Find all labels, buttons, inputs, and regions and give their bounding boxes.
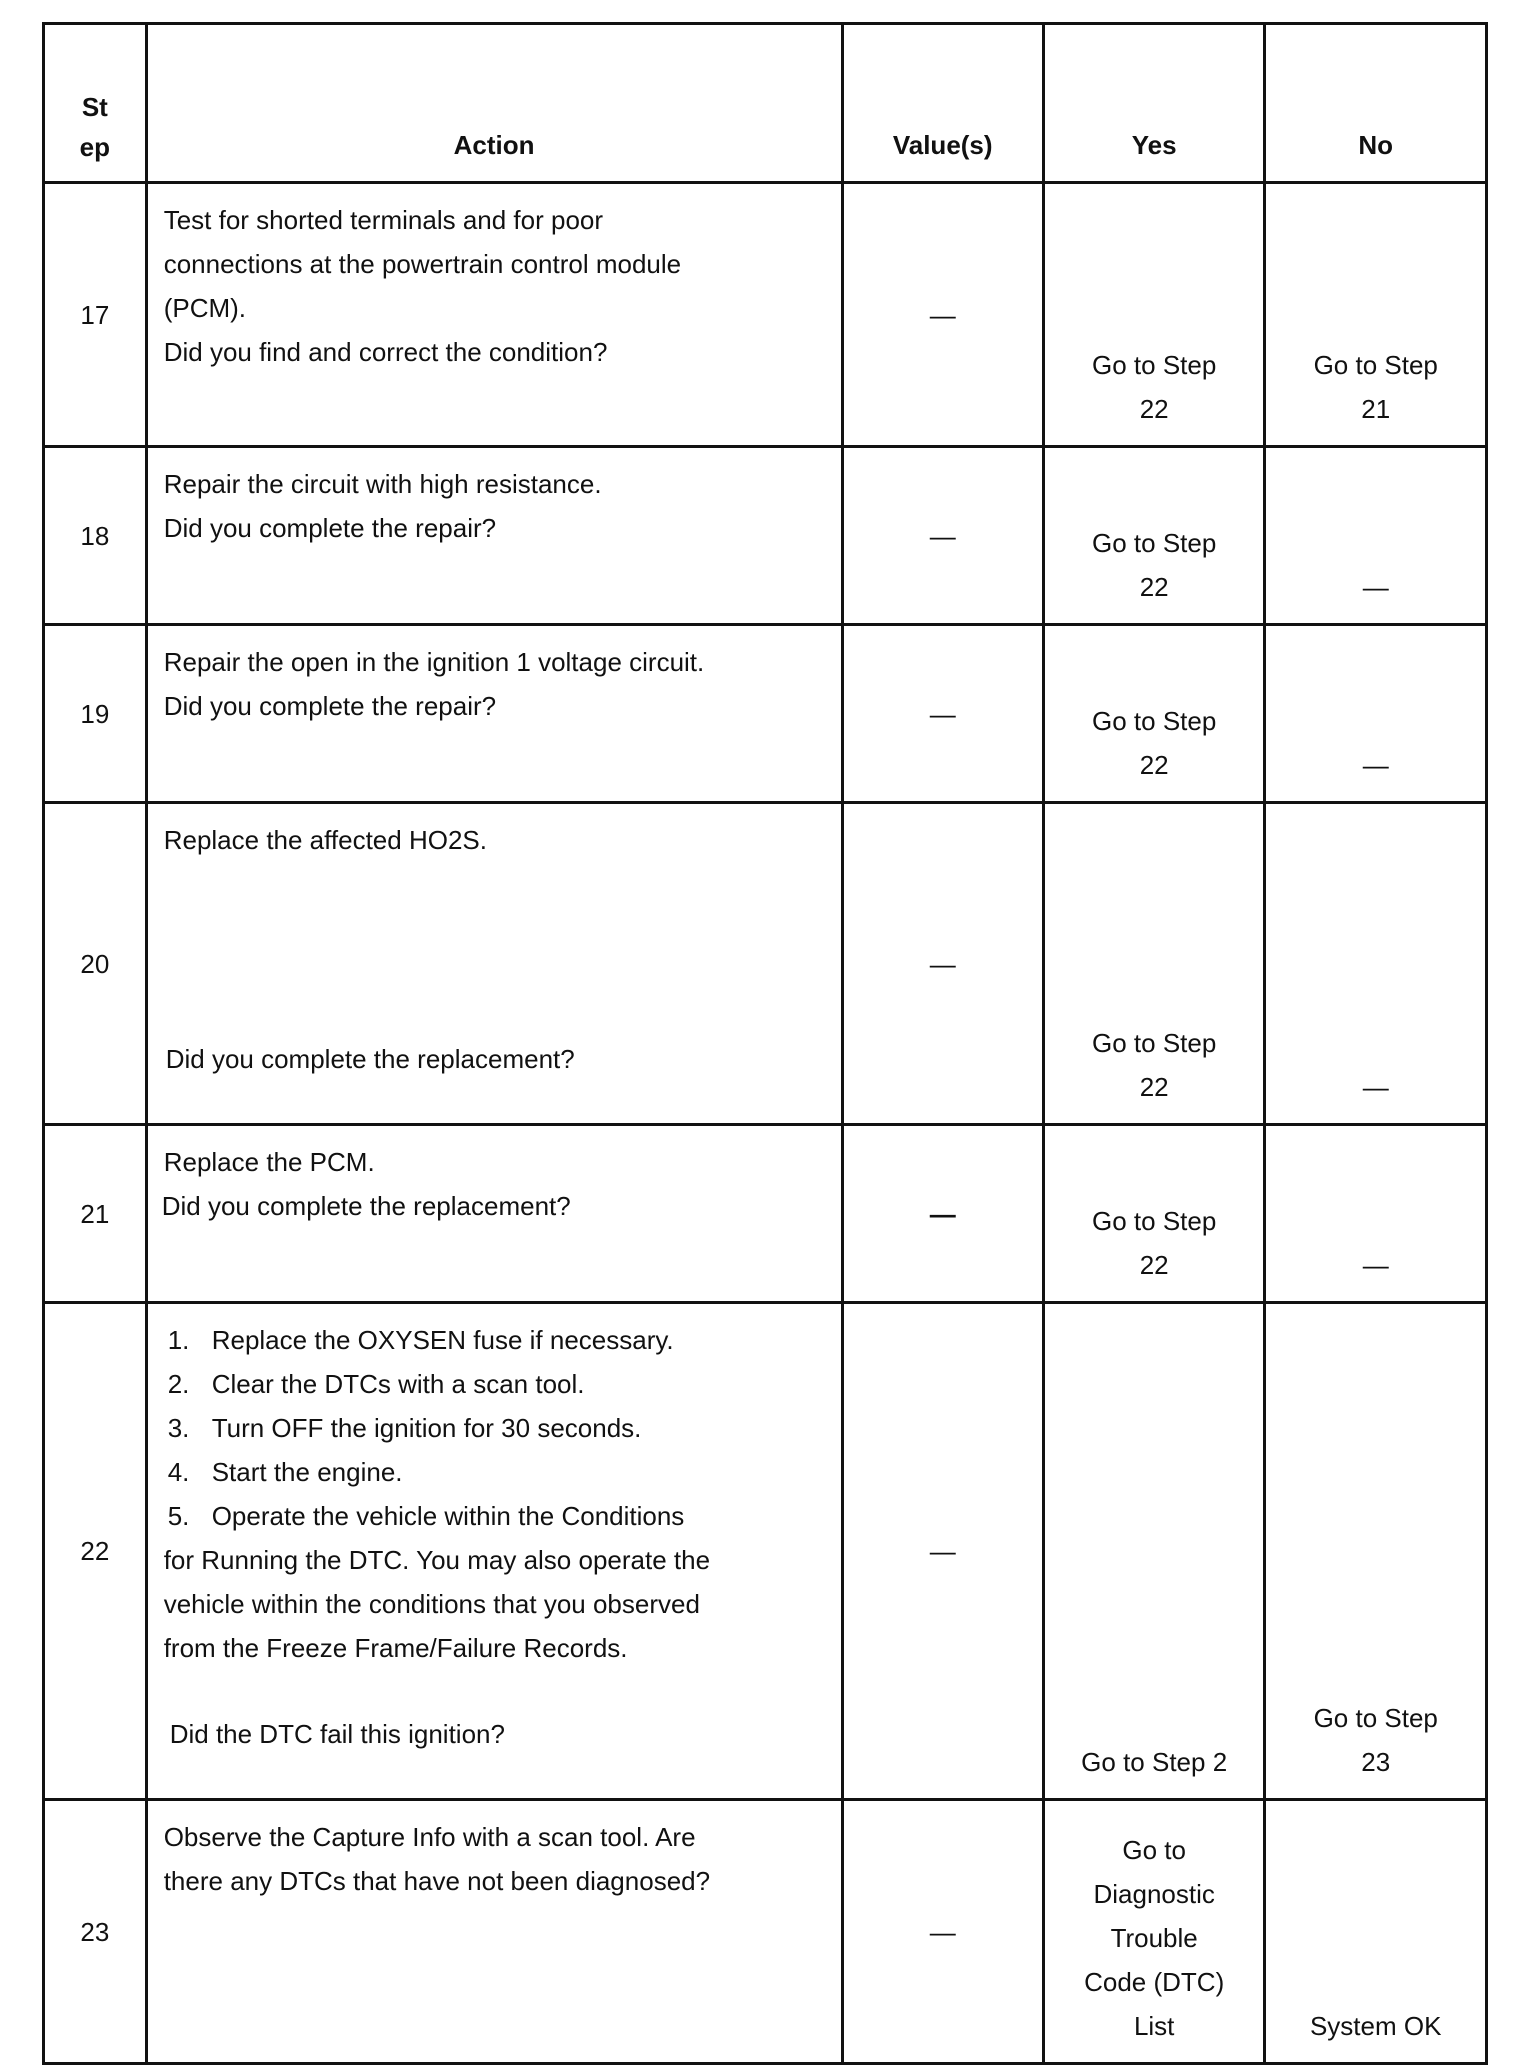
yes-line: Diagnostic: [1093, 1879, 1215, 1909]
yes-line: Go to Step: [1092, 350, 1217, 380]
yes-cell: [1043, 1800, 1265, 2064]
action-line: (PCM).: [163, 293, 247, 323]
no-cell: [1265, 1125, 1487, 1303]
yes-line: 22: [1139, 394, 1169, 424]
action-line: Replace the PCM.: [163, 1147, 375, 1177]
value-cell: —: [842, 447, 1043, 625]
yes-cell: [1043, 183, 1265, 447]
procedure-list: [164, 1318, 825, 1538]
no-cell: [1265, 625, 1487, 803]
action-cell: [146, 1125, 842, 1303]
action-line: connections at the powertrain control module: [163, 249, 682, 279]
yes-cell: [1043, 447, 1265, 625]
value-cell: —: [842, 1125, 1043, 1303]
no-cell: [1265, 447, 1487, 625]
action-cell: [146, 625, 842, 803]
action-cell: [146, 447, 842, 625]
value-cell: —: [842, 803, 1043, 1125]
yes-cell: [1043, 1125, 1265, 1303]
action-line: Did you complete the repair?: [163, 513, 497, 543]
action-line: Repair the circuit with high resistance.: [163, 469, 602, 499]
header-step-line1: St: [81, 92, 108, 122]
table-row: [44, 1800, 1487, 2064]
no-line: —: [1362, 572, 1389, 602]
table-row: [44, 1125, 1487, 1303]
action-question: Did you complete the replacement?: [165, 1044, 575, 1074]
step-number: 19: [44, 625, 147, 803]
value-cell: —: [842, 1800, 1043, 2064]
step-number: 17: [44, 183, 147, 447]
table-row: [44, 803, 1487, 1125]
list-item: 3. Turn OFF the ignition for 30 seconds.: [167, 1413, 642, 1443]
no-line: —: [1362, 750, 1389, 780]
action-line: Observe the Capture Info with a scan tool. Are: [163, 1822, 696, 1852]
yes-line: 22: [1139, 1072, 1169, 1102]
no-cell: [1265, 803, 1487, 1125]
yes-line: Go to: [1122, 1835, 1186, 1865]
list-item: 4. Start the engine.: [167, 1457, 403, 1487]
no-cell: [1265, 1800, 1487, 2064]
action-line: from the Freeze Frame/Failure Records.: [163, 1633, 628, 1663]
header-yes: Yes: [1043, 24, 1265, 183]
step-number: 23: [44, 1800, 147, 2064]
no-cell: [1265, 1303, 1487, 1800]
action-question: Did the DTC fail this ignition?: [169, 1719, 505, 1749]
no-cell: [1265, 183, 1487, 447]
step-number: 20: [44, 803, 147, 1125]
value-cell: —: [842, 183, 1043, 447]
value-cell: —: [842, 625, 1043, 803]
value-cell: —: [842, 1303, 1043, 1800]
yes-line: Go to Step: [1092, 528, 1217, 558]
no-line: —: [1362, 1072, 1389, 1102]
action-line: Did you complete the replacement?: [161, 1191, 571, 1221]
action-line: for Running the DTC. You may also operate the: [163, 1545, 711, 1575]
action-line: Test for shorted terminals and for poor: [163, 205, 604, 235]
yes-line: Trouble: [1110, 1923, 1198, 1953]
action-line: vehicle within the conditions that you observed: [163, 1589, 700, 1619]
diagnostic-table: [42, 22, 1488, 2065]
yes-cell: [1043, 625, 1265, 803]
yes-line: Go to Step: [1092, 1206, 1217, 1236]
step-number: 18: [44, 447, 147, 625]
yes-line: 22: [1139, 750, 1169, 780]
yes-cell: [1043, 1303, 1265, 1800]
yes-line: Go to Step 2: [1081, 1747, 1228, 1777]
action-line: Did you complete the repair?: [163, 691, 497, 721]
action-cell: [146, 1303, 842, 1800]
yes-line: Go to Step: [1092, 706, 1217, 736]
yes-line: 22: [1139, 1250, 1169, 1280]
header-step-line2: ep: [79, 132, 111, 162]
action-line: there any DTCs that have not been diagnosed?: [163, 1866, 711, 1896]
header-no: No: [1265, 24, 1487, 183]
yes-line: 22: [1139, 572, 1169, 602]
table-row: [44, 183, 1487, 447]
list-item: 2. Clear the DTCs with a scan tool.: [167, 1369, 585, 1399]
action-cell: [146, 183, 842, 447]
yes-line: Go to Step: [1092, 1028, 1217, 1058]
step-number: 22: [44, 1303, 147, 1800]
yes-line: List: [1133, 2011, 1175, 2041]
action-line: Did you find and correct the condition?: [163, 337, 608, 367]
table-row: [44, 447, 1487, 625]
no-line: 23: [1361, 1747, 1391, 1777]
header-value: Value(s): [842, 24, 1043, 183]
step-number: 21: [44, 1125, 147, 1303]
action-cell: [146, 803, 842, 1125]
table-row: [44, 1303, 1487, 1800]
list-item: 1. Replace the OXYSEN fuse if necessary.: [167, 1325, 674, 1355]
action-line: Replace the affected HO2S.: [163, 825, 487, 855]
no-line: Go to Step: [1313, 1703, 1438, 1733]
action-cell: [146, 1800, 842, 2064]
no-line: 21: [1361, 394, 1391, 424]
no-line: —: [1362, 1250, 1389, 1280]
table-row: [44, 625, 1487, 803]
header-row: [44, 24, 1487, 183]
yes-cell: [1043, 803, 1265, 1125]
action-line: Repair the open in the ignition 1 voltage circuit.: [163, 647, 705, 677]
header-action: Action: [146, 24, 842, 183]
yes-line: Code (DTC): [1084, 1967, 1225, 1997]
no-line: System OK: [1309, 2011, 1442, 2041]
header-step: [44, 24, 147, 183]
no-line: Go to Step: [1313, 350, 1438, 380]
list-item: 5. Operate the vehicle within the Conditions: [167, 1501, 685, 1531]
